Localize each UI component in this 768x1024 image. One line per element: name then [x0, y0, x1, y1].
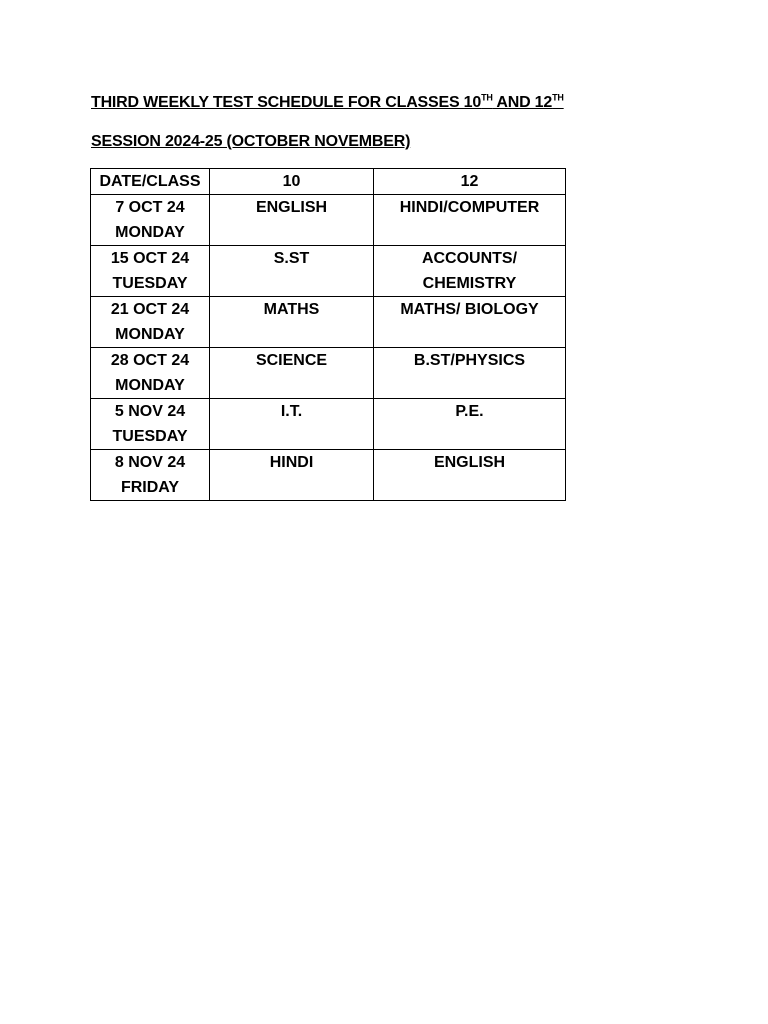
date-cell	[91, 297, 210, 348]
schedule-table	[90, 168, 566, 501]
date-text: 21 OCT 24	[110, 301, 190, 318]
document-title	[91, 94, 564, 112]
date-text: 15 OCT 24	[110, 250, 190, 267]
column-header-class-12: 12	[374, 169, 566, 195]
table-row	[91, 297, 566, 348]
table-row	[91, 348, 566, 399]
day-text: TUESDAY	[112, 428, 188, 445]
column-header-date-class: DATE/CLASS	[91, 169, 210, 195]
day-text: MONDAY	[115, 326, 185, 343]
table-row	[91, 399, 566, 450]
day-text: MONDAY	[115, 377, 185, 394]
title-text-mid: AND 12	[492, 94, 553, 111]
column-header-class-10: 10	[210, 169, 374, 195]
date-text: 7 OCT 24	[115, 199, 185, 216]
class-12-subject-line-1: ENGLISH	[433, 454, 506, 471]
date-cell	[91, 450, 210, 501]
class-12-subject-line-2: CHEMISTRY	[422, 275, 517, 292]
class-10-subject-cell: S.ST	[210, 246, 374, 297]
date-text: 8 NOV 24	[114, 454, 186, 471]
date-cell	[91, 348, 210, 399]
table-row	[91, 450, 566, 501]
day-text: TUESDAY	[112, 275, 188, 292]
date-cell	[91, 246, 210, 297]
class-12-subject-cell	[374, 297, 566, 348]
class-10-subject-cell: MATHS	[210, 297, 374, 348]
class-12-subject-line-1: MATHS/ BIOLOGY	[400, 301, 539, 318]
day-text: FRIDAY	[120, 479, 180, 496]
date-cell	[91, 195, 210, 246]
title-superscript-2: TH	[552, 92, 564, 103]
class-12-subject-cell	[374, 348, 566, 399]
class-12-subject-cell	[374, 399, 566, 450]
session-subtitle: SESSION 2024-25 (OCTOBER NOVEMBER)	[91, 133, 411, 150]
title-text-prefix: THIRD WEEKLY TEST SCHEDULE FOR CLASSES 10	[91, 94, 482, 111]
class-10-subject-cell: SCIENCE	[210, 348, 374, 399]
class-12-subject-cell	[374, 246, 566, 297]
table-row	[91, 195, 566, 246]
day-text: MONDAY	[115, 224, 185, 241]
date-cell	[91, 399, 210, 450]
class-12-subject-line-1: HINDI/COMPUTER	[399, 199, 540, 216]
title-superscript-1: TH	[481, 92, 493, 103]
class-12-subject-line-1: ACCOUNTS/	[421, 250, 518, 267]
class-12-subject-cell	[374, 195, 566, 246]
class-10-subject-cell: HINDI	[210, 450, 374, 501]
class-12-subject-cell	[374, 450, 566, 501]
class-10-subject-cell: ENGLISH	[210, 195, 374, 246]
class-12-subject-line-1: B.ST/PHYSICS	[413, 352, 526, 369]
table-header-row	[91, 169, 566, 195]
table-row	[91, 246, 566, 297]
class-12-subject-line-1: P.E.	[455, 403, 484, 420]
class-10-subject-cell: I.T.	[210, 399, 374, 450]
date-text: 28 OCT 24	[110, 352, 190, 369]
date-text: 5 NOV 24	[114, 403, 186, 420]
